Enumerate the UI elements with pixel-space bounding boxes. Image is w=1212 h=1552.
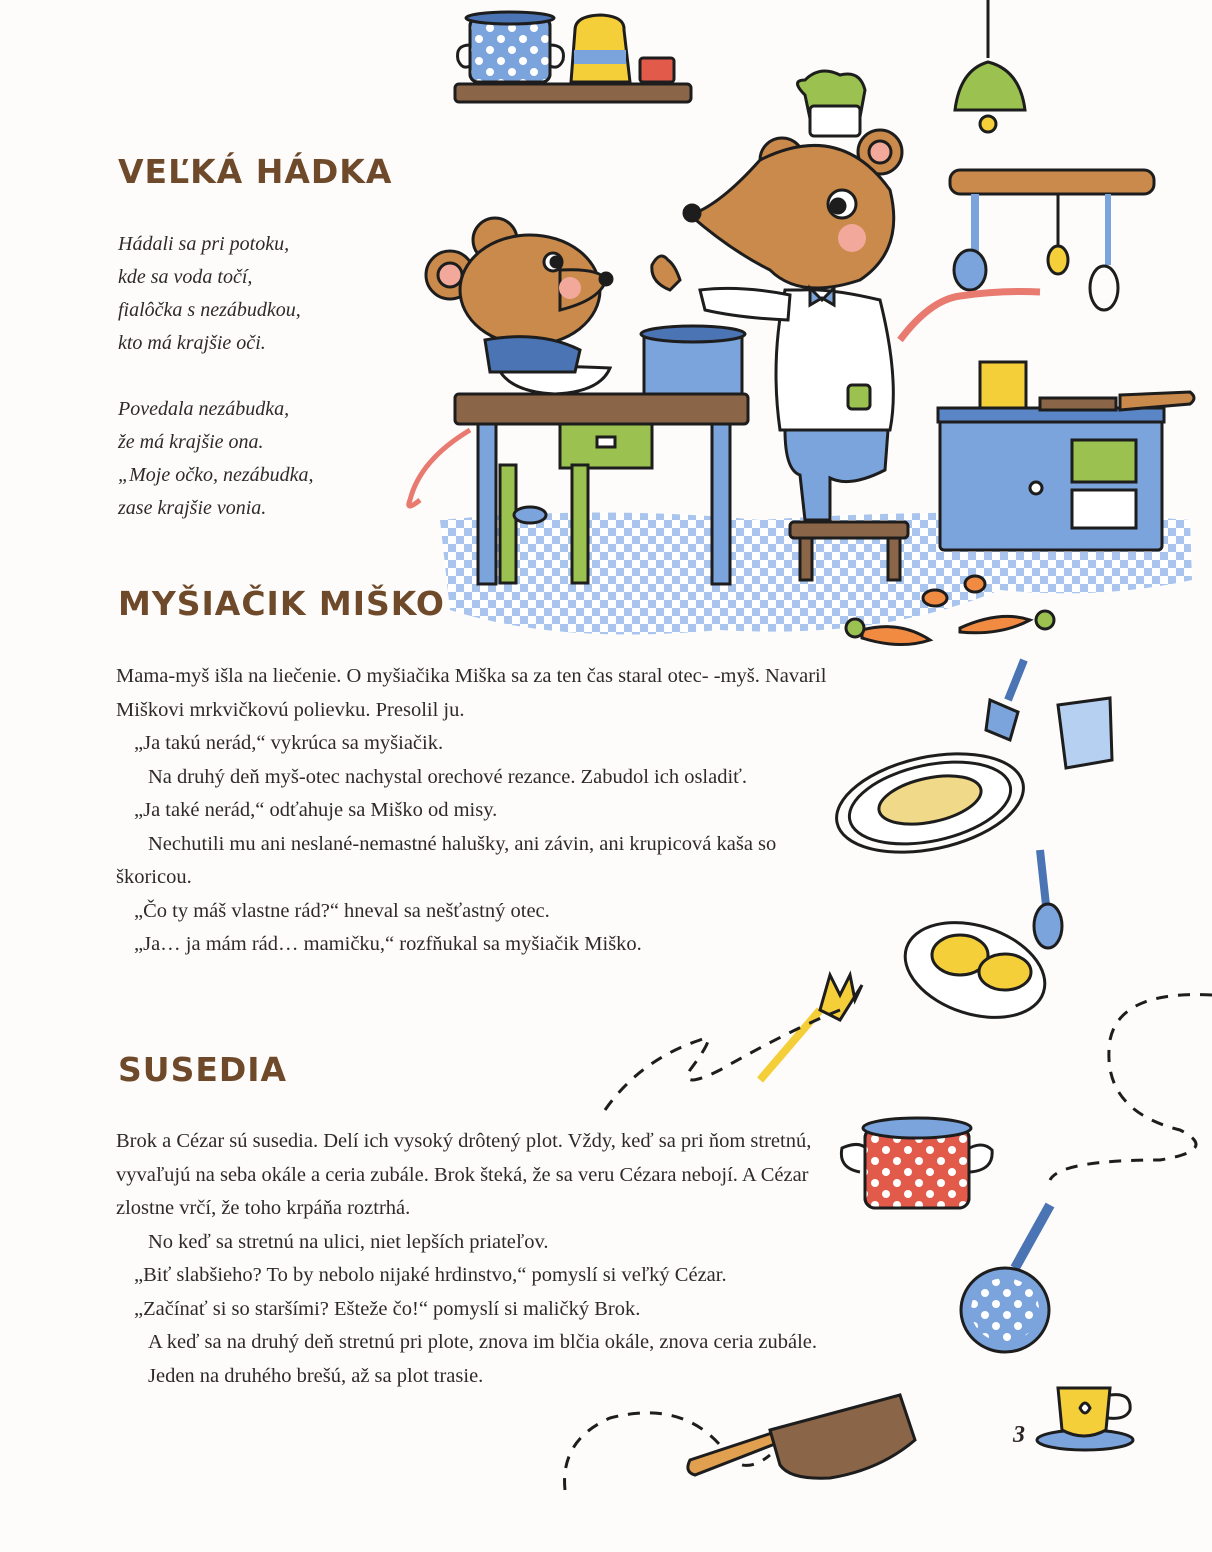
story-title-susedia: SUSEDIA	[118, 1050, 288, 1089]
hanging-lamp	[955, 0, 1025, 132]
noodle-plate	[828, 738, 1033, 867]
paragraph: A keď sa na druhý deň stretnú pri plote, znova im blčia okále, znova ceria zubále.	[148, 1331, 818, 1353]
poem-line: Povedala nezábudka,	[118, 398, 290, 420]
poem-line: zase krajšie vonia.	[118, 497, 267, 519]
shelf-with-pots	[455, 12, 691, 102]
stove	[938, 362, 1194, 550]
utensil-rack	[950, 170, 1154, 310]
paragraph: No keď sa stretnú na ulici, niet lepších priateľov.	[148, 1230, 549, 1253]
spoon-and-rolls	[893, 850, 1062, 1034]
red-pot	[841, 1118, 992, 1208]
poem-line: kde sa voda točí,	[118, 266, 253, 288]
paragraph: Mama-myš išla na liečenie. O myšiačika Miška sa za ten čas staral otec- -myš. Navaril Miškovi mrkvičkovú polievku. Presolil ju.	[116, 665, 827, 721]
paragraph: „Čo ty máš vlastne rád?“ hneval sa nešťastný otec.	[134, 899, 550, 922]
poem-line: fialôčka s nezábudkou,	[118, 299, 301, 321]
paragraph: Brok a Cézar sú susedia. Delí ich vysoký drôtený plot. Vždy, keď sa pri ňom stretnú, vyvaľujú na seba okále a ceria zubále. Brok šteká, že sa veru Cézara nebojí. A Cézar zlostne vrčí, že toho krpáňa roztrhá.	[116, 1130, 812, 1219]
yellow-cup	[1037, 1388, 1133, 1450]
paragraph: „Ja takú nerád,“ vykrúca sa myšiačik.	[134, 732, 444, 754]
poem-line: Hádali sa pri potoku,	[118, 233, 290, 255]
paragraph: Jeden na druhého brešú, až sa plot trasie.	[148, 1364, 484, 1387]
strainer-ladle	[961, 1205, 1050, 1352]
poem-line: „Moje očko, nezábudka,	[118, 464, 314, 486]
story-title-velka-hadka: VEĽKÁ HÁDKA	[118, 152, 393, 191]
paragraph: „Začínať si so staršími? Ešteže čo!“ pomyslí si maličký Brok.	[134, 1297, 641, 1320]
paragraph: Nechutili mu ani neslané-nemastné halušky, ani závin, ani krupicová kaša so škoricou.	[116, 832, 777, 888]
yellow-fork	[760, 975, 862, 1080]
fork-and-cup	[986, 660, 1112, 768]
poem-line: kto má krajšie oči.	[118, 332, 266, 354]
story-title-mysiacik-misko: MYŠIAČIK MIŠKO	[118, 584, 445, 623]
frying-pan	[688, 1395, 915, 1478]
poem-line: že má krajšie ona.	[118, 431, 264, 453]
page-number: 3	[1013, 1422, 1025, 1448]
paragraph: Na druhý deň myš-otec nachystal orechové rezance. Zabudol ich osladiť.	[148, 765, 748, 788]
paragraph: „Biť slabšieho? To by nebolo nijaké hrdinstvo,“ pomyslí si veľký Cézar.	[134, 1264, 727, 1286]
paragraph: „Ja… ja mám rád… mamičku,“ rozfňukal sa myšiačik Miško.	[134, 933, 642, 955]
paragraph: „Ja také nerád,“ odťahuje sa Miško od misy.	[134, 799, 498, 821]
